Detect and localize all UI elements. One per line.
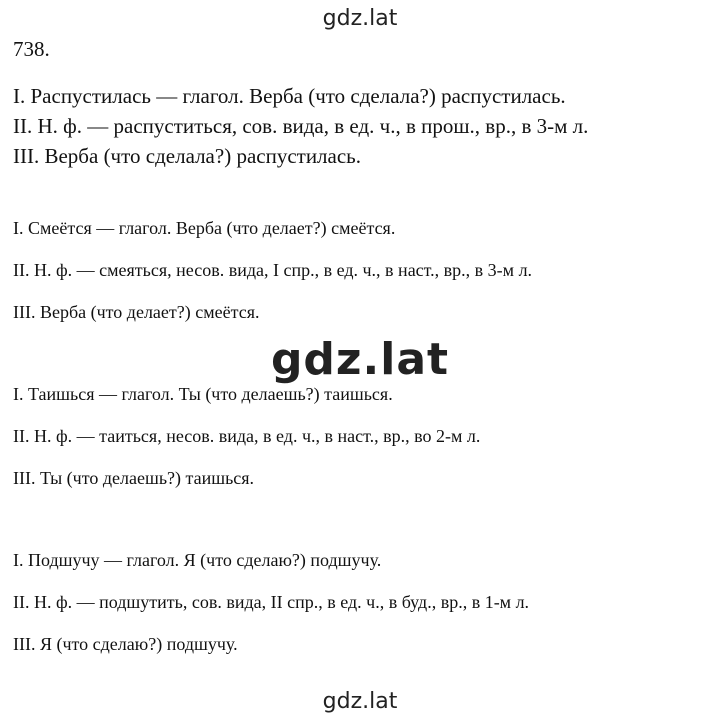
watermark-bottom: gdz.lat	[322, 689, 398, 714]
watermark-middle: gdz.lat	[270, 334, 450, 385]
block-2-line-1: I. Смеётся — глагол. Верба (что делает?) смеётся.	[13, 218, 396, 238]
block-1-line-3: III. Верба (что сделала?) распустилась.	[13, 144, 362, 168]
block-2-line-2: II. Н. ф. — смеяться, несов. вида, I спр., в ед. ч., в наст., вр., в 3-м л.	[13, 260, 533, 280]
block-4-line-1: I. Подшучу — глагол. Я (что сделаю?) подшучу.	[13, 550, 382, 570]
block-1-line-2: II. Н. ф. — распуститься, сов. вида, в ед. ч., в прош., вр., в 3-м л.	[13, 114, 589, 138]
block-2-line-3: III. Верба (что делает?) смеётся.	[13, 302, 260, 322]
block-4-line-2: II. Н. ф. — подшутить, сов. вида, II спр., в ед. ч., в буд., вр., в 1-м л.	[13, 592, 530, 612]
watermark-top: gdz.lat	[322, 6, 398, 31]
block-3-line-1: I. Таишься — глагол. Ты (что делаешь?) таишься.	[13, 384, 393, 404]
block-3-line-3: III. Ты (что делаешь?) таишься.	[13, 468, 255, 488]
exercise-number: 738.	[13, 37, 50, 61]
block-3-line-2: II. Н. ф. — таиться, несов. вида, в ед. ч., в наст., вр., во 2-м л.	[13, 426, 481, 446]
block-4-line-3: III. Я (что сделаю?) подшучу.	[13, 634, 238, 654]
block-1-line-1: I. Распустилась — глагол. Верба (что сделала?) распустилась.	[13, 84, 566, 108]
